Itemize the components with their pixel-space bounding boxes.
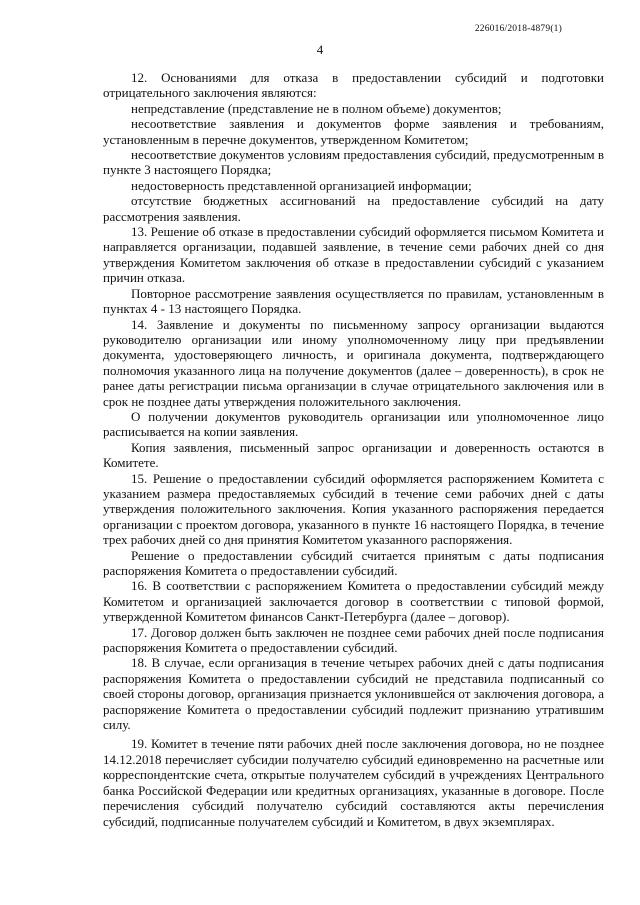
paragraph-12-item-5: отсутствие бюджетных ассигнований на предоставление субсидий на дату рассмотрения заявления. bbox=[103, 193, 604, 224]
page-number: 4 bbox=[316, 42, 324, 57]
paragraph-12-item-1: непредставление (представление не в полном объеме) документов; bbox=[131, 100, 502, 116]
paragraph-16: 16. В соответствии с распоряжением Комитета о предоставлении субсидий между Комитетом и организацией заключается договор в соответствии с типовой формой, утвержденной Комитетом финансов Санкт-Петербурга (далее – договор). bbox=[103, 578, 604, 625]
paragraph-12-item-3: несоответствие документов условиям предоставления субсидий, предусмотренным в пункте 3 настоящего Порядка; bbox=[103, 147, 604, 178]
paragraph-13: 13. Решение об отказе в предоставлении субсидий оформляется письмом Комитета и направляется организации, подавшей заявление, в течение семи рабочих дней со дня утверждения Комитетом заключения об отказе в предоставлении субсидий с указанием причин отказа. bbox=[103, 224, 604, 286]
paragraph-14-receipt: О получении документов руководитель организации или уполномоченное лицо расписывается на копии заявления. bbox=[103, 408, 604, 440]
paragraph-12-item-4: недостоверность представленной организацией информации; bbox=[131, 177, 472, 193]
paragraph-19: 19. Комитет в течение пяти рабочих дней после заключения договора, но не позднее 14.12.2018 перечисляет субсидии получателю субсидий единовременно на расчетные или корреспондентские счета, открытые получателем субсидий в учреждениях Центрального банка Российской Федерации или кредитных организациях, указанные в договоре. После перечисления субсидий получателю субсидий составляются акты перечисления субсидий, подписанные получателем субсидий и Комитетом, в двух экземплярах. bbox=[103, 736, 604, 829]
document-id: 226016/2018-4879(1) bbox=[474, 24, 562, 34]
paragraph-15-decision: Решение о предоставлении субсидий считается принятым с даты подписания распоряжения Комитета о предоставлении субсидий. bbox=[103, 547, 604, 578]
paragraph-14-copies: Копия заявления, письменный запрос организации и доверенность остаются в Комитете. bbox=[103, 439, 604, 471]
paragraph-15: 15. Решение о предоставлении субсидий оформляется распоряжением Комитета с указанием размера предоставляемых субсидий в течение семи рабочих дней с даты утверждения положительного заключения. Копия указанного распоряжения передается организации с проектом договора, указанного в пункте 16 настоящего Порядка, в течение трех рабочих дней со дня принятия Комитетом указанного распоряжения. bbox=[103, 470, 604, 548]
paragraph-14: 14. Заявление и документы по письменному запросу организации выдаются руководителю организации или иному уполномоченному лицу при предъявлении документа, удостоверяющего личность, и оригинала документа, подтверждающего полномочия указанного лица на получение документов (далее – доверенность), в срок не ранее даты регистрации письма организации в случае отрицательного заключения или в срок не позднее даты утверждения положительного заключения. bbox=[103, 316, 604, 409]
paragraph-12: 12. Основаниями для отказа в предоставлении субсидий и подготовки отрицательного заключения являются: bbox=[103, 70, 604, 101]
paragraph-18: 18. В случае, если организация в течение четырех рабочих дней с даты подписания распоряжения Комитета о предоставлении субсидий не представила подписанный со своей стороны договор, организация признается уклонившейся от заключения договора, а распоряжение Комитета о предоставлении субсидий подлежит признанию утратившим силу. bbox=[103, 655, 604, 733]
paragraph-13-repeat: Повторное рассмотрение заявления осуществляется по правилам, установленным в пунктах 4 - 13 настоящего Порядка. bbox=[103, 285, 604, 317]
paragraph-12-item-2: несоответствие заявления и документов форме заявления и требованиям, установленным в перечне документов, утвержденном Комитетом; bbox=[103, 116, 604, 147]
document-body bbox=[103, 70, 604, 829]
paragraph-17: 17. Договор должен быть заключен не позднее семи рабочих дней после подписания распоряжения Комитета о предоставлении субсидий. bbox=[103, 624, 604, 656]
